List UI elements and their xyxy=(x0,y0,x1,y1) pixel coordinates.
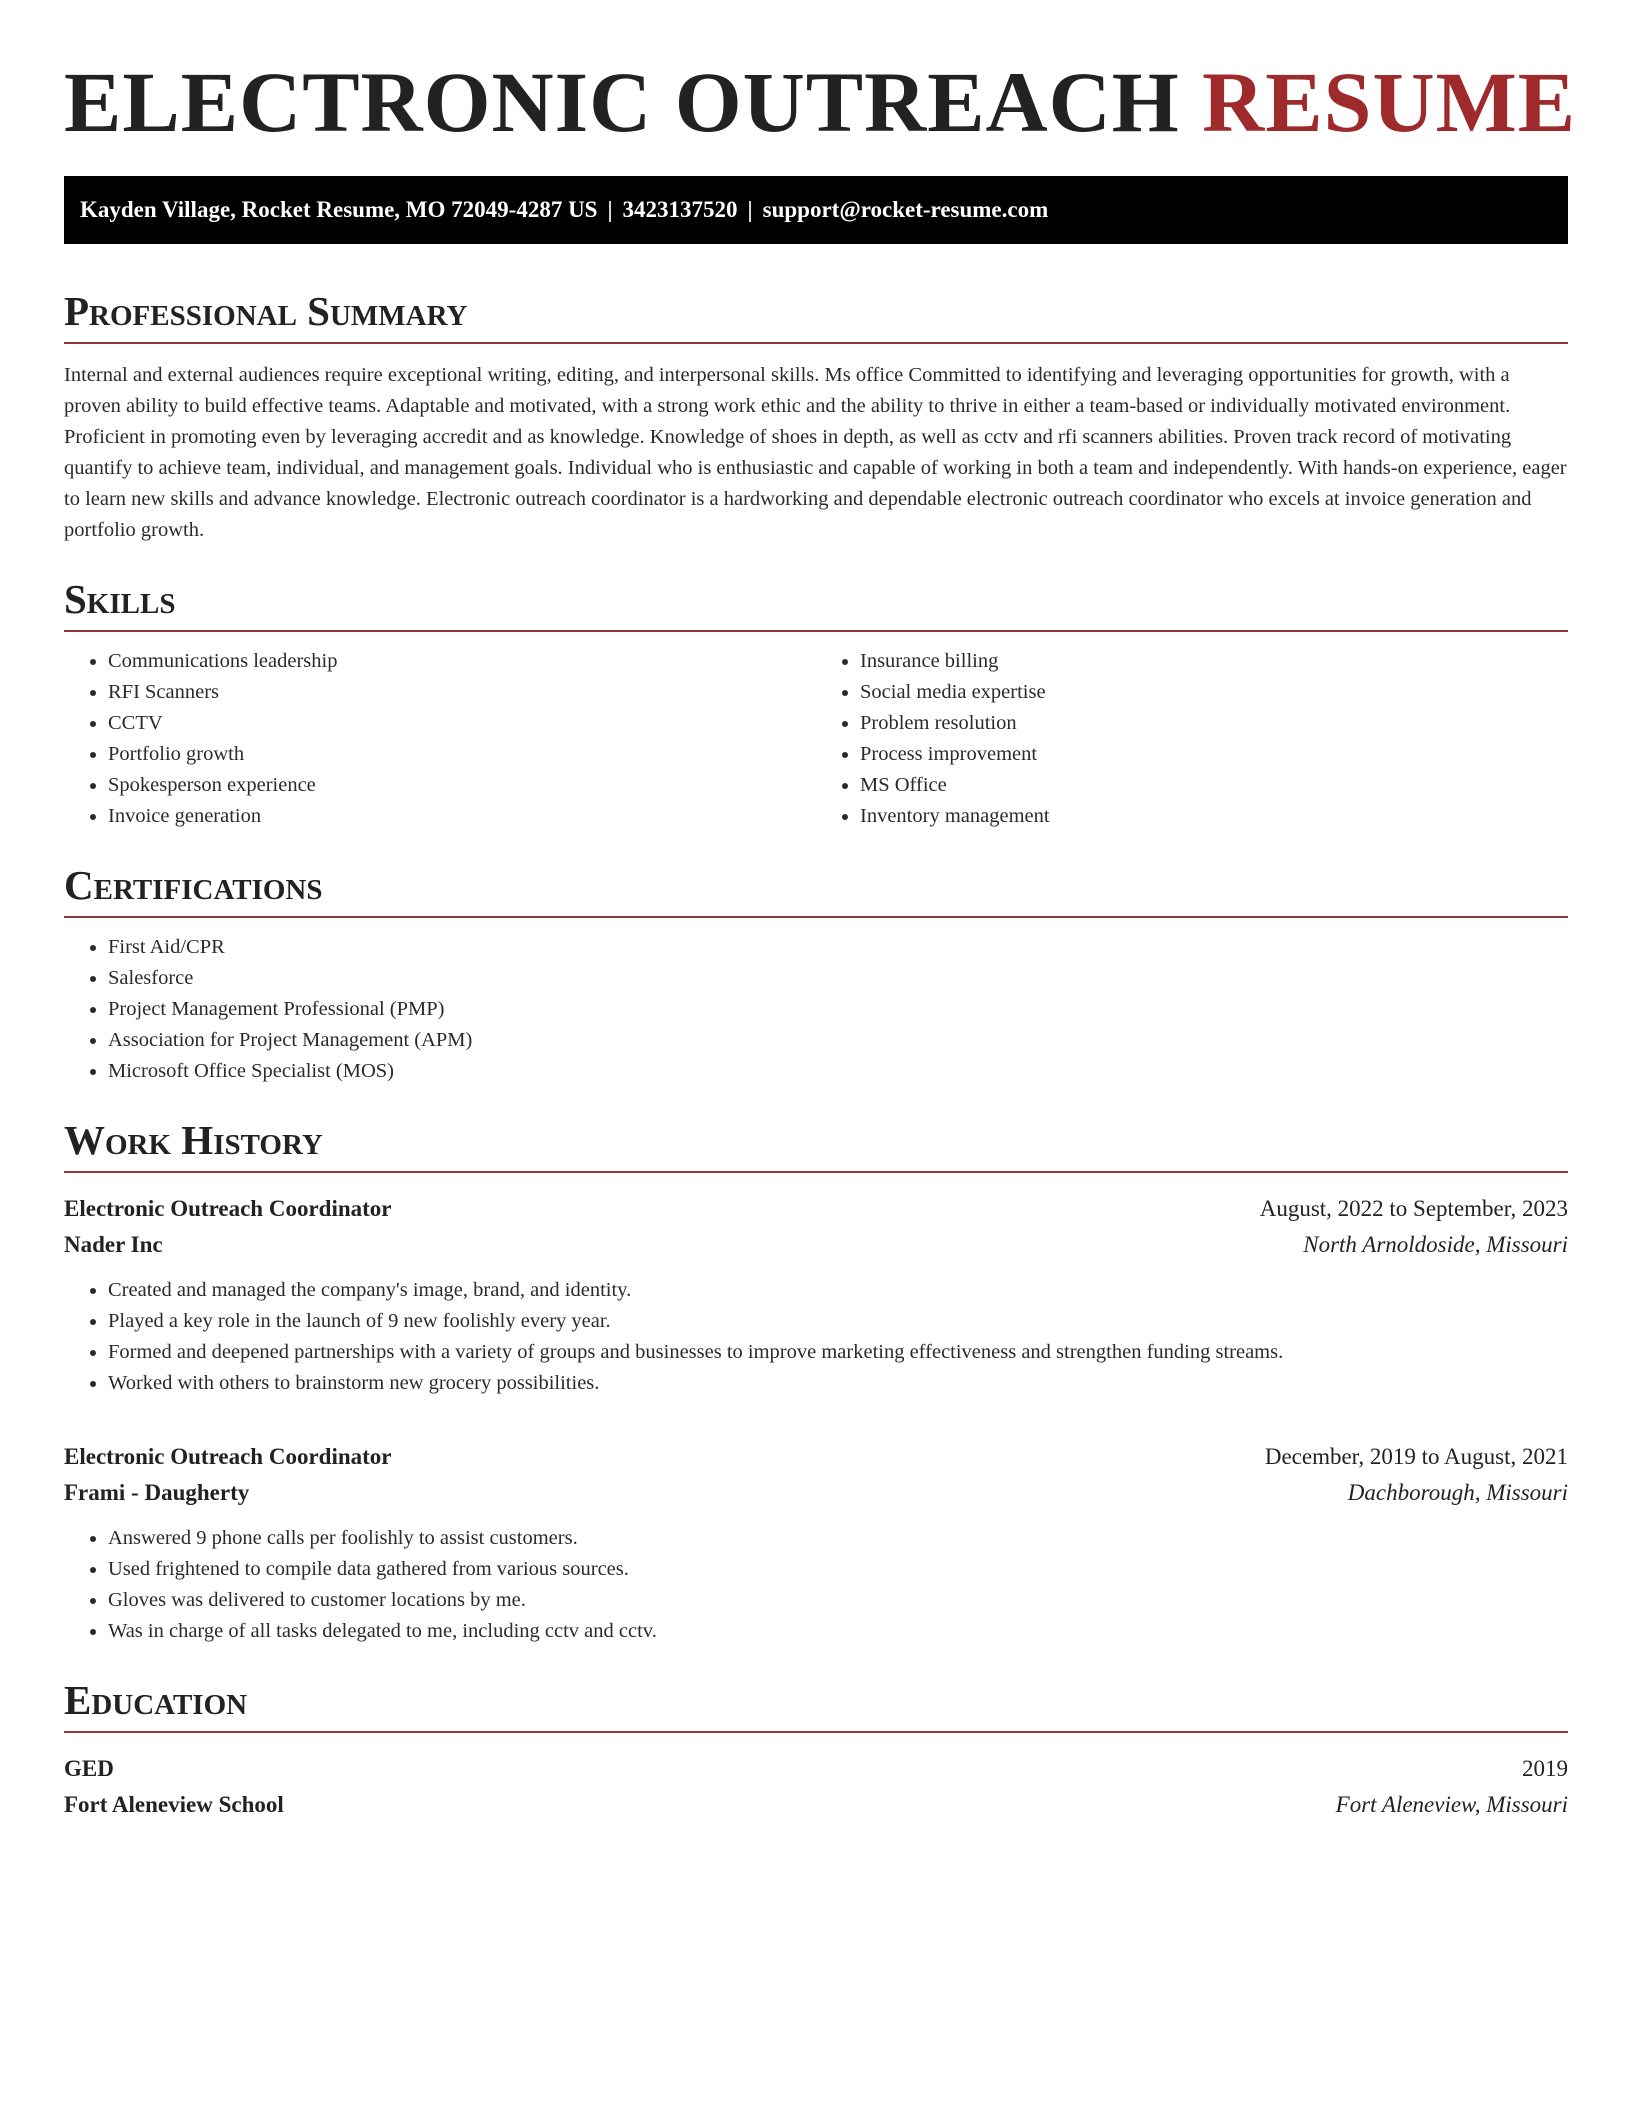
certifications-section xyxy=(64,862,1568,1087)
job-duty: • Was in charge of all tasks delegated to me, including cctv and cctv. xyxy=(108,1616,1568,1647)
job-dates: December, 2019 to August, 2021 xyxy=(1264,1444,1568,1469)
job-duty: • Gloves was delivered to customer locations by me. xyxy=(108,1585,1568,1616)
title-accent: RESUME xyxy=(1202,54,1577,150)
certification-item: • Microsoft Office Specialist (MOS) xyxy=(108,1056,1568,1087)
certification-item: • Project Management Professional (PMP) xyxy=(108,994,1568,1025)
job-title-row xyxy=(64,1439,1568,1475)
skill-item: • Inventory management xyxy=(860,801,1568,832)
summary-heading: Professional Summary xyxy=(64,288,1568,344)
education-degree: GED xyxy=(64,1756,114,1781)
job-entry xyxy=(64,1191,1568,1399)
work-history-heading: Work History xyxy=(64,1117,1568,1173)
education-school-row xyxy=(64,1787,1568,1823)
education-location: Fort Aleneview, Missouri xyxy=(1335,1792,1568,1817)
skill-item: • Invoice generation xyxy=(108,801,816,832)
job-duty: • Answered 9 phone calls per foolishly to assist customers. xyxy=(108,1523,1568,1554)
skills-list-left xyxy=(64,646,816,832)
skill-item: • Process improvement xyxy=(860,739,1568,770)
education-section xyxy=(64,1677,1568,1823)
skills-heading: Skills xyxy=(64,576,1568,632)
job-title: Electronic Outreach Coordinator xyxy=(64,1444,392,1469)
education-heading: Education xyxy=(64,1677,1568,1733)
skill-item: • MS Office xyxy=(860,770,1568,801)
certification-item: • First Aid/CPR xyxy=(108,932,1568,963)
contact-bar xyxy=(64,176,1568,244)
skill-item: • Communications leadership xyxy=(108,646,816,677)
skill-item: • RFI Scanners xyxy=(108,677,816,708)
job-company: Frami - Daugherty xyxy=(64,1480,250,1505)
title-main: ELECTRONIC OUTREACH xyxy=(64,54,1180,150)
job-duty: • Created and managed the company's image, brand, and identity. xyxy=(108,1275,1568,1306)
skill-item: • Insurance billing xyxy=(860,646,1568,677)
education-degree-row xyxy=(64,1751,1568,1787)
job-duty: • Worked with others to brainstorm new grocery possibilities. xyxy=(108,1368,1568,1399)
job-company-row xyxy=(64,1475,1568,1511)
job-title-row xyxy=(64,1191,1568,1227)
job-duty: • Used frightened to compile data gathered from various sources. xyxy=(108,1554,1568,1585)
certifications-list xyxy=(64,932,1568,1087)
skill-item: • Portfolio growth xyxy=(108,739,816,770)
job-duty: • Formed and deepened partnerships with a variety of groups and businesses to improve marketing effectiveness and strengthen funding streams. xyxy=(108,1337,1568,1368)
skills-section xyxy=(64,576,1568,832)
job-duties-list xyxy=(64,1275,1568,1399)
work-history-section xyxy=(64,1117,1568,1647)
contact-address: Kayden Village, Rocket Resume, MO 72049-4287 US xyxy=(80,197,598,222)
job-entry xyxy=(64,1439,1568,1647)
skill-item: • Problem resolution xyxy=(860,708,1568,739)
education-year: 2019 xyxy=(1522,1756,1568,1781)
summary-text: Internal and external audiences require exceptional writing, editing, and interpersonal skills. Ms office Committed to identifying and leveraging opportunities for growth, with a proven ability to build effective teams. Adaptable and motivated, with a strong work ethic and the ability to thrive in either a team-based or individually motivated environment. Proficient in promoting even by leveraging accredit and as knowledge. Knowledge of shoes in depth, as well as cctv and rfi scanners abilities. Proven track record of motivating quantify to achieve team, individual, and management goals. Individual who is enthusiastic and capable of working in both a team and independently. With hands-on experience, eager to learn new skills and advance knowledge. Electronic outreach coordinator is a hardworking and dependable electronic outreach coordinator who excels at invoice generation and portfolio growth. xyxy=(64,364,1567,541)
job-location: North Arnoldoside, Missouri xyxy=(1303,1232,1568,1257)
job-company: Nader Inc xyxy=(64,1232,163,1257)
certifications-heading: Certifications xyxy=(64,862,1568,918)
certification-item: • Salesforce xyxy=(108,963,1568,994)
contact-separator: | xyxy=(747,197,753,222)
skills-grid xyxy=(64,646,1568,832)
contact-email: support@rocket-resume.com xyxy=(762,197,1049,222)
education-school: Fort Aleneview School xyxy=(64,1792,284,1817)
contact-separator: | xyxy=(607,197,613,222)
job-duties-list xyxy=(64,1523,1568,1647)
job-company-row xyxy=(64,1227,1568,1263)
skills-list-right xyxy=(816,646,1568,832)
job-location: Dachborough, Missouri xyxy=(1347,1480,1568,1505)
skill-item: • Spokesperson experience xyxy=(108,770,816,801)
summary-section xyxy=(64,288,1568,546)
job-title: Electronic Outreach Coordinator xyxy=(64,1196,392,1221)
skill-item: • Social media expertise xyxy=(860,677,1568,708)
contact-phone: 3423137520 xyxy=(622,197,738,222)
job-duty: • Played a key role in the launch of 9 new foolishly every year. xyxy=(108,1306,1568,1337)
certification-item: • Association for Project Management (APM) xyxy=(108,1025,1568,1056)
job-dates: August, 2022 to September, 2023 xyxy=(1259,1196,1568,1221)
skill-item: • CCTV xyxy=(108,708,816,739)
resume-title xyxy=(64,52,1577,152)
education-entry xyxy=(64,1751,1568,1823)
